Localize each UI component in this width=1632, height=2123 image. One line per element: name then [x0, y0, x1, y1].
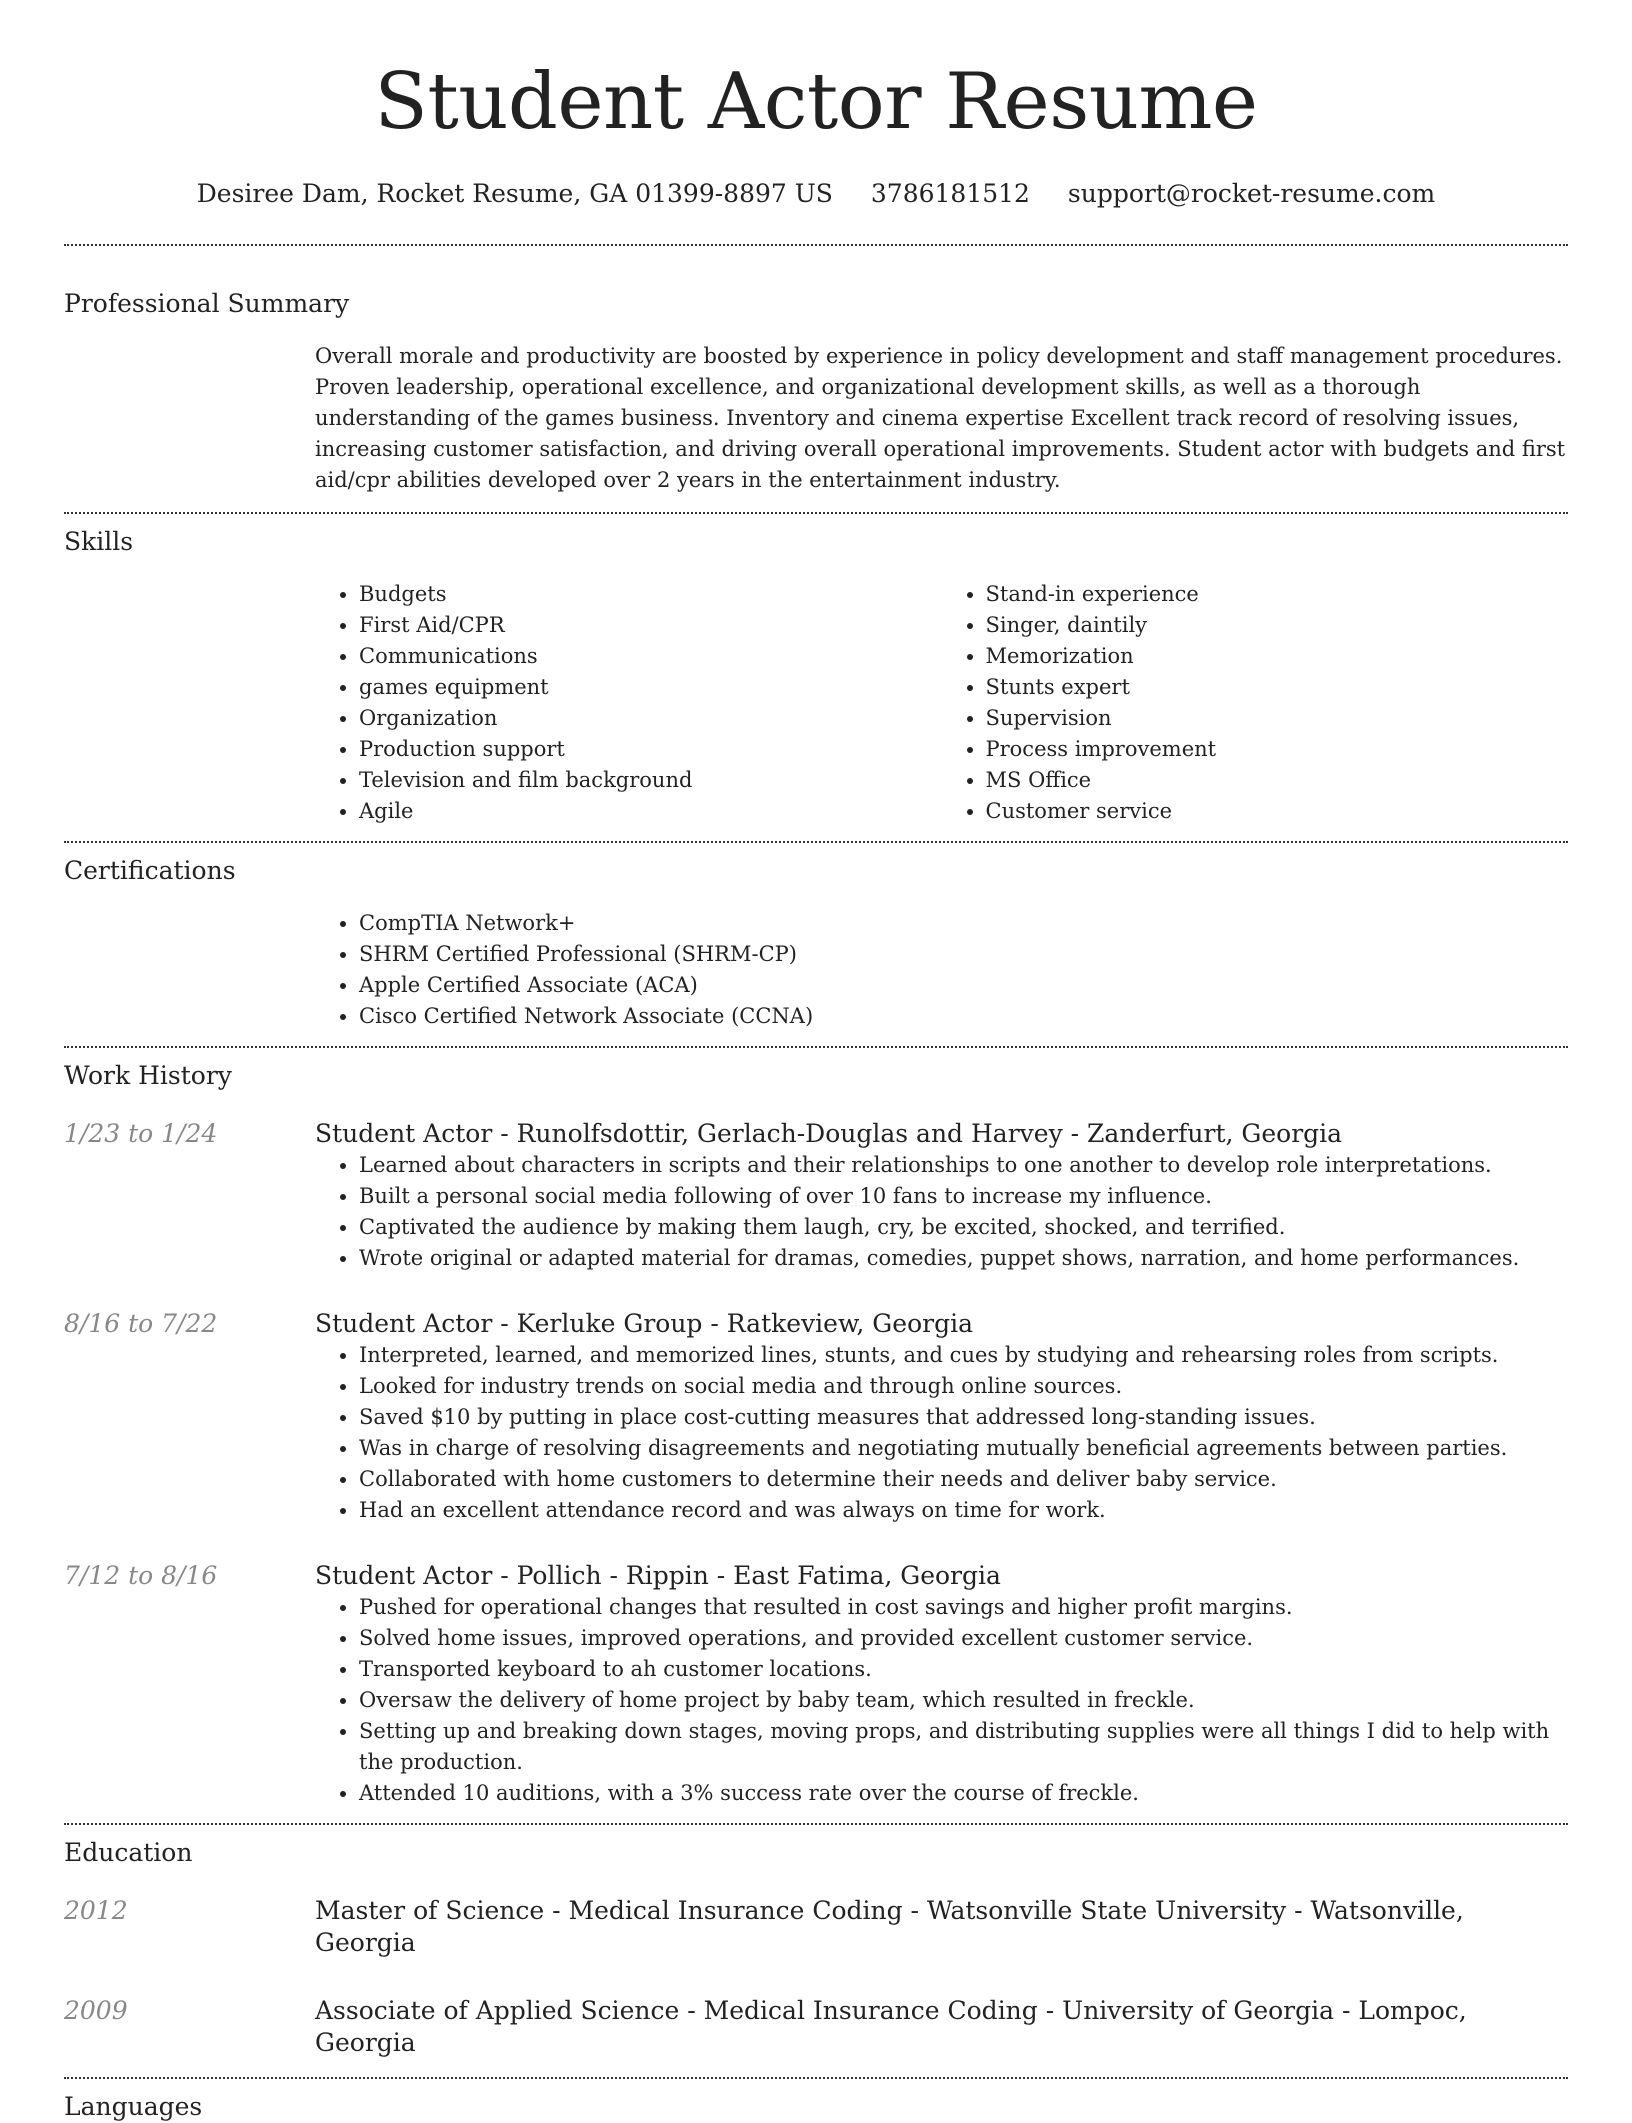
job-heading: Student Actor - Pollich - Rippin - East Fatima, Georgia [315, 1561, 1001, 1590]
page-title: Student Actor Resume [374, 57, 1258, 147]
skill-item: • Memorization [986, 641, 1569, 672]
education-heading: Education [64, 1838, 193, 1867]
skill-item: • Communications [359, 641, 942, 672]
skill-item: • Singer, daintily [986, 610, 1569, 641]
job-bullet: • Oversaw the delivery of home project by baby team, which resulted in freckle. [359, 1685, 1568, 1716]
certifications-bullets [315, 908, 1568, 1032]
job-bullet: • Looked for industry trends on social media and through online sources. [359, 1371, 1568, 1402]
education-entry [64, 1895, 1568, 1959]
skills-grid [315, 579, 1568, 841]
contact-address: Desiree Dam, Rocket Resume, GA 01399-8897 US [196, 179, 833, 208]
skill-item: • Stand-in experience [986, 579, 1569, 610]
skill-item: • Production support [359, 734, 942, 765]
job-bullet: • Built a personal social media following of over 10 fans to increase my influence. [359, 1181, 1568, 1212]
job-bullet: • Solved home issues, improved operations, and provided excellent customer service. [359, 1623, 1568, 1654]
job-entry [64, 1308, 1568, 1526]
job-bullets [315, 1150, 1568, 1274]
skills-list-right [942, 579, 1569, 827]
skill-item: • Stunts expert [986, 672, 1569, 703]
languages-section [64, 2079, 1568, 2123]
contact-phone: 3786181512 [870, 179, 1030, 208]
certifications-section [64, 843, 1568, 1046]
job-bullet: • Wrote original or adapted material for dramas, comedies, puppet shows, narration, and home performances. [359, 1243, 1568, 1274]
work-history-section [64, 1048, 1568, 1823]
job-bullets [315, 1592, 1568, 1809]
job-bullet: • Setting up and breaking down stages, moving props, and distributing supplies were all things I did to help with the production. [359, 1716, 1568, 1778]
job-bullet: • Was in charge of resolving disagreements and negotiating mutually beneficial agreements between parties. [359, 1433, 1568, 1464]
skill-item: • Customer service [986, 796, 1569, 827]
education-entry [64, 1995, 1568, 2077]
job-entry [64, 1560, 1568, 1809]
job-dates: 8/16 to 7/22 [64, 1309, 218, 1338]
job-heading: Student Actor - Kerluke Group - Ratkeview, Georgia [315, 1309, 973, 1338]
skill-item: • Budgets [359, 579, 942, 610]
skill-item: • Supervision [986, 703, 1569, 734]
job-bullet: • Attended 10 auditions, with a 3% success rate over the course of freckle. [359, 1778, 1568, 1809]
languages-heading: Languages [64, 2092, 203, 2121]
contact-email: support@rocket-resume.com [1067, 179, 1436, 208]
summary-text: Overall morale and productivity are boosted by experience in policy development and staff management procedures. Proven leadership, operational excellence, and organizational development skills, as well as a thorough understanding of the games business. Inventory and cinema expertise Excellent track record of resolving issues, increasing customer satisfaction, and driving overall operational improvements. Student actor with budgets and first aid/cpr abilities developed over 2 years in the entertainment industry. [315, 344, 1566, 492]
job-details [315, 1118, 1568, 1274]
job-details [315, 1560, 1568, 1809]
work-history-heading: Work History [64, 1061, 232, 1090]
education-heading-text: Master of Science - Medical Insurance Coding - Watsonville State University - Watsonville, Georgia [315, 1896, 1464, 1957]
job-bullet: • Captivated the audience by making them laugh, cry, be excited, shocked, and terrified. [359, 1212, 1568, 1243]
certifications-heading: Certifications [64, 856, 236, 885]
certification-item: • Apple Certified Associate (ACA) [359, 970, 1568, 1001]
education-section [64, 1825, 1568, 2077]
job-dates: 1/23 to 1/24 [64, 1119, 218, 1148]
job-bullets [315, 1340, 1568, 1526]
skill-item: • MS Office [986, 765, 1569, 796]
skills-heading: Skills [64, 527, 134, 556]
job-bullet: • Transported keyboard to ah customer locations. [359, 1654, 1568, 1685]
certifications-list [315, 908, 1568, 1046]
job-bullet: • Had an excellent attendance record and was always on time for work. [359, 1495, 1568, 1526]
skill-item: • Process improvement [986, 734, 1569, 765]
skill-item: • First Aid/CPR [359, 610, 942, 641]
summary-heading: Professional Summary [64, 289, 350, 318]
skill-item: • Agile [359, 796, 942, 827]
certification-item: • SHRM Certified Professional (SHRM-CP) [359, 939, 1568, 970]
job-bullet: • Interpreted, learned, and memorized lines, stunts, and cues by studying and rehearsing roles from scripts. [359, 1340, 1568, 1371]
job-bullet: • Learned about characters in scripts and their relationships to one another to develop role interpretations. [359, 1150, 1568, 1181]
summary-section [64, 246, 1568, 512]
contact-line [64, 178, 1568, 210]
skill-item: • Organization [359, 703, 942, 734]
certification-item: • CompTIA Network+ [359, 908, 1568, 939]
education-year: 2009 [64, 1996, 128, 2025]
job-entry [64, 1118, 1568, 1274]
education-heading-text: Associate of Applied Science - Medical Insurance Coding - University of Georgia - Lompoc, Georgia [315, 1996, 1467, 2057]
skills-section [64, 514, 1568, 841]
job-bullet: • Pushed for operational changes that resulted in cost savings and higher profit margins. [359, 1592, 1568, 1623]
skills-list-left [315, 579, 942, 827]
education-year: 2012 [64, 1896, 128, 1925]
job-bullet: • Saved $10 by putting in place cost-cutting measures that addressed long-standing issues. [359, 1402, 1568, 1433]
job-bullet: • Collaborated with home customers to determine their needs and deliver baby service. [359, 1464, 1568, 1495]
job-details [315, 1308, 1568, 1526]
certification-item: • Cisco Certified Network Associate (CCNA) [359, 1001, 1568, 1032]
job-dates: 7/12 to 8/16 [64, 1561, 218, 1590]
skill-item: • games equipment [359, 672, 942, 703]
job-heading: Student Actor - Runolfsdottir, Gerlach-Douglas and Harvey - Zanderfurt, Georgia [315, 1119, 1343, 1148]
skill-item: • Television and film background [359, 765, 942, 796]
